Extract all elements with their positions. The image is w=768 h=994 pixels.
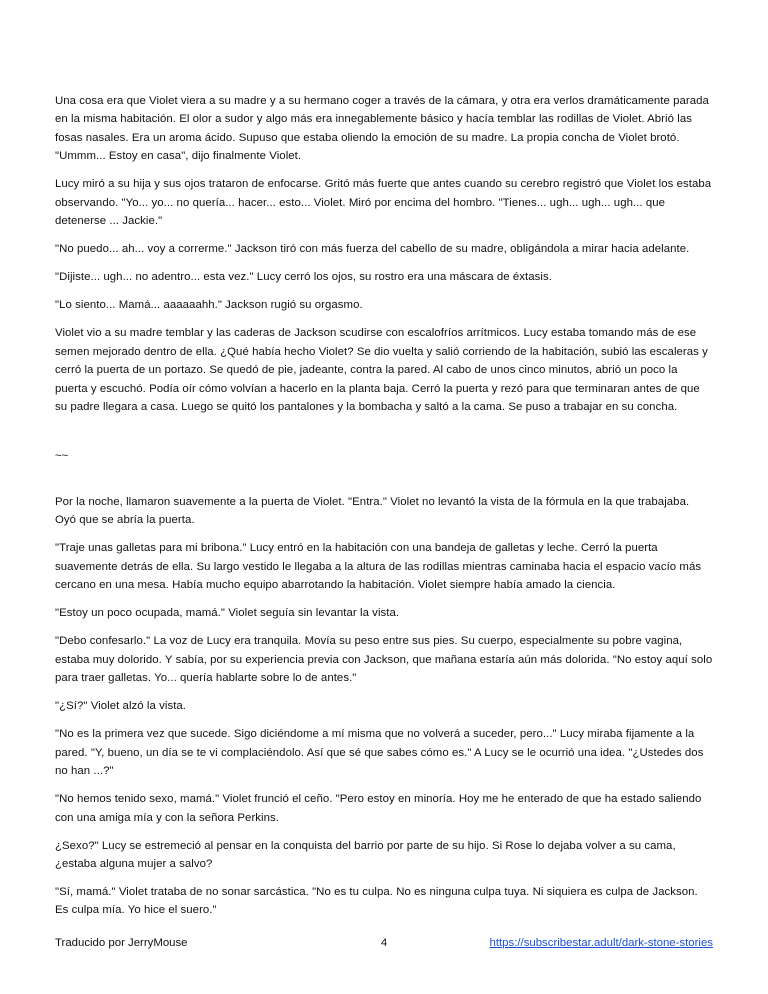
paragraph: "Lo siento... Mamá... aaaaaahh." Jackson rugió su orgasmo. bbox=[55, 299, 363, 312]
paragraph: "Debo confesarlo." La voz de Lucy era tranquila. Movía su peso entre sus pies. Su cuerpo, especialmente su pobre vagina, estaba muy dolorido. Y sabía, por su experiencia previa con Jackson, que mañana estaría aún más dolorida. "No estoy aquí solo para traer galletas. Yo... quería hablarte sobre lo de antes." bbox=[55, 635, 713, 685]
page-footer bbox=[55, 934, 713, 952]
paragraph: "Estoy un poco ocupada, mamá." Violet seguía sin levantar la vista. bbox=[55, 607, 400, 620]
footer-link[interactable]: https://subscribestar.adult/dark-stone-stories bbox=[489, 937, 713, 949]
section-divider: ~~ bbox=[55, 449, 69, 462]
paragraph: Una cosa era que Violet viera a su madre y a su hermano coger a través de la cámara, y otra era verlos dramáticamente parada en la misma habitación. El olor a sudor y algo más era innegablemente básico y hacía temblar las rodillas de Violet. Abrió las fosas nasales. Era un aroma ácido. Supuso que estaba oliendo la emoción de su madre. La propia concha de Violet brotó. "Ummm... Estoy en casa", dijo finalmente Violet. bbox=[55, 95, 709, 163]
paragraph: Violet vio a su madre temblar y las caderas de Jackson scudirse con escalofríos arrítmicos. Lucy estaba tomando más de ese semen mejorado dentro de ella. ¿Qué había hecho Violet? Se dio vuelta y salió corriendo de la habitación, subió las escaleras y cerró la puerta de un portazo. Se quedó de pie, jadeante, contra la pared. Al cabo de unos cinco minutos, abrió un poco la puerta y escuchó. Podía oír cómo volvían a hacerlo en la planta baja. Cerró la puerta y rezó para que terminaran antes de que su padre llegara a casa. Luego se quitó los pantalones y la bombacha y saltó a la cama. Se puso a trabajar en su concha. bbox=[55, 327, 708, 414]
paragraph: ¿Sexo?" Lucy se estremeció al pensar en la conquista del barrio por parte de su hijo. Si Rose lo dejaba volver a su cama, ¿estaba alguna mujer a salvo? bbox=[55, 839, 676, 870]
paragraph: "Dijiste... ugh... no adentro... esta vez." Lucy cerró los ojos, su rostro era una máscara de éxtasis. bbox=[55, 271, 552, 284]
paragraph: "No puedo... ah... voy a correrme." Jackson tiró con más fuerza del cabello de su madre, obligándola a mirar hacia adelante. bbox=[55, 243, 690, 256]
paragraph: "Traje unas galletas para mi bribona." Lucy entró en la habitación con una bandeja de galletas y leche. Cerró la puerta suavemente detrás de ella. Su largo vestido le llegaba a la altura de las rodillas mientras caminaba hacia el espacio vacío más cercano en una mesa. Había mucho equipo abarrotando la habitación. Violet siempre había amado la ciencia. bbox=[55, 542, 702, 592]
footer-translator-credit: Traducido por JerryMouse bbox=[55, 937, 188, 949]
paragraph: "No es la primera vez que sucede. Sigo diciéndome a mí misma que no volverá a suceder, pero..." Lucy miraba fijamente a la pared. "Y, bueno, un día se te vi complaciéndolo. Así que sé que sabes cómo es." A Lucy se le ocurrió una idea. "¿Ustedes dos no han ...?" bbox=[55, 728, 704, 778]
paragraph: "Sí, mamá." Violet trataba de no sonar sarcástica. "No es tu culpa. No es ninguna culpa tuya. Ni siquiera es culpa de Jackson. Es culpa mía. Yo hice el suero." bbox=[55, 885, 698, 917]
paragraph: "No hemos tenido sexo, mamá." Violet frunció el ceño. "Pero estoy en minoría. Hoy me he enterado de que ha estado saliendo con una amiga mía y con la señora Perkins. bbox=[55, 793, 702, 824]
document-body bbox=[55, 92, 713, 920]
paragraph: "¿Sí?" Violet alzó la vista. bbox=[55, 700, 187, 713]
footer-page-number: 4 bbox=[380, 937, 388, 949]
paragraph: Lucy miró a su hija y sus ojos trataron de enfocarse. Gritó más fuerte que antes cuando su cerebro registró que Violet los estaba observando. "Yo... yo... no quería... hacer... esto... Violet. Miró por encima del hombro. "Tienes... ugh... ugh... ugh... que detenerse ... Jackie." bbox=[55, 178, 712, 228]
paragraph: Por la noche, llamaron suavemente a la puerta de Violet. "Entra." Violet no levantó la vista de la fórmula en la que trabajaba. Oyó que se abría la puerta. bbox=[55, 496, 690, 527]
